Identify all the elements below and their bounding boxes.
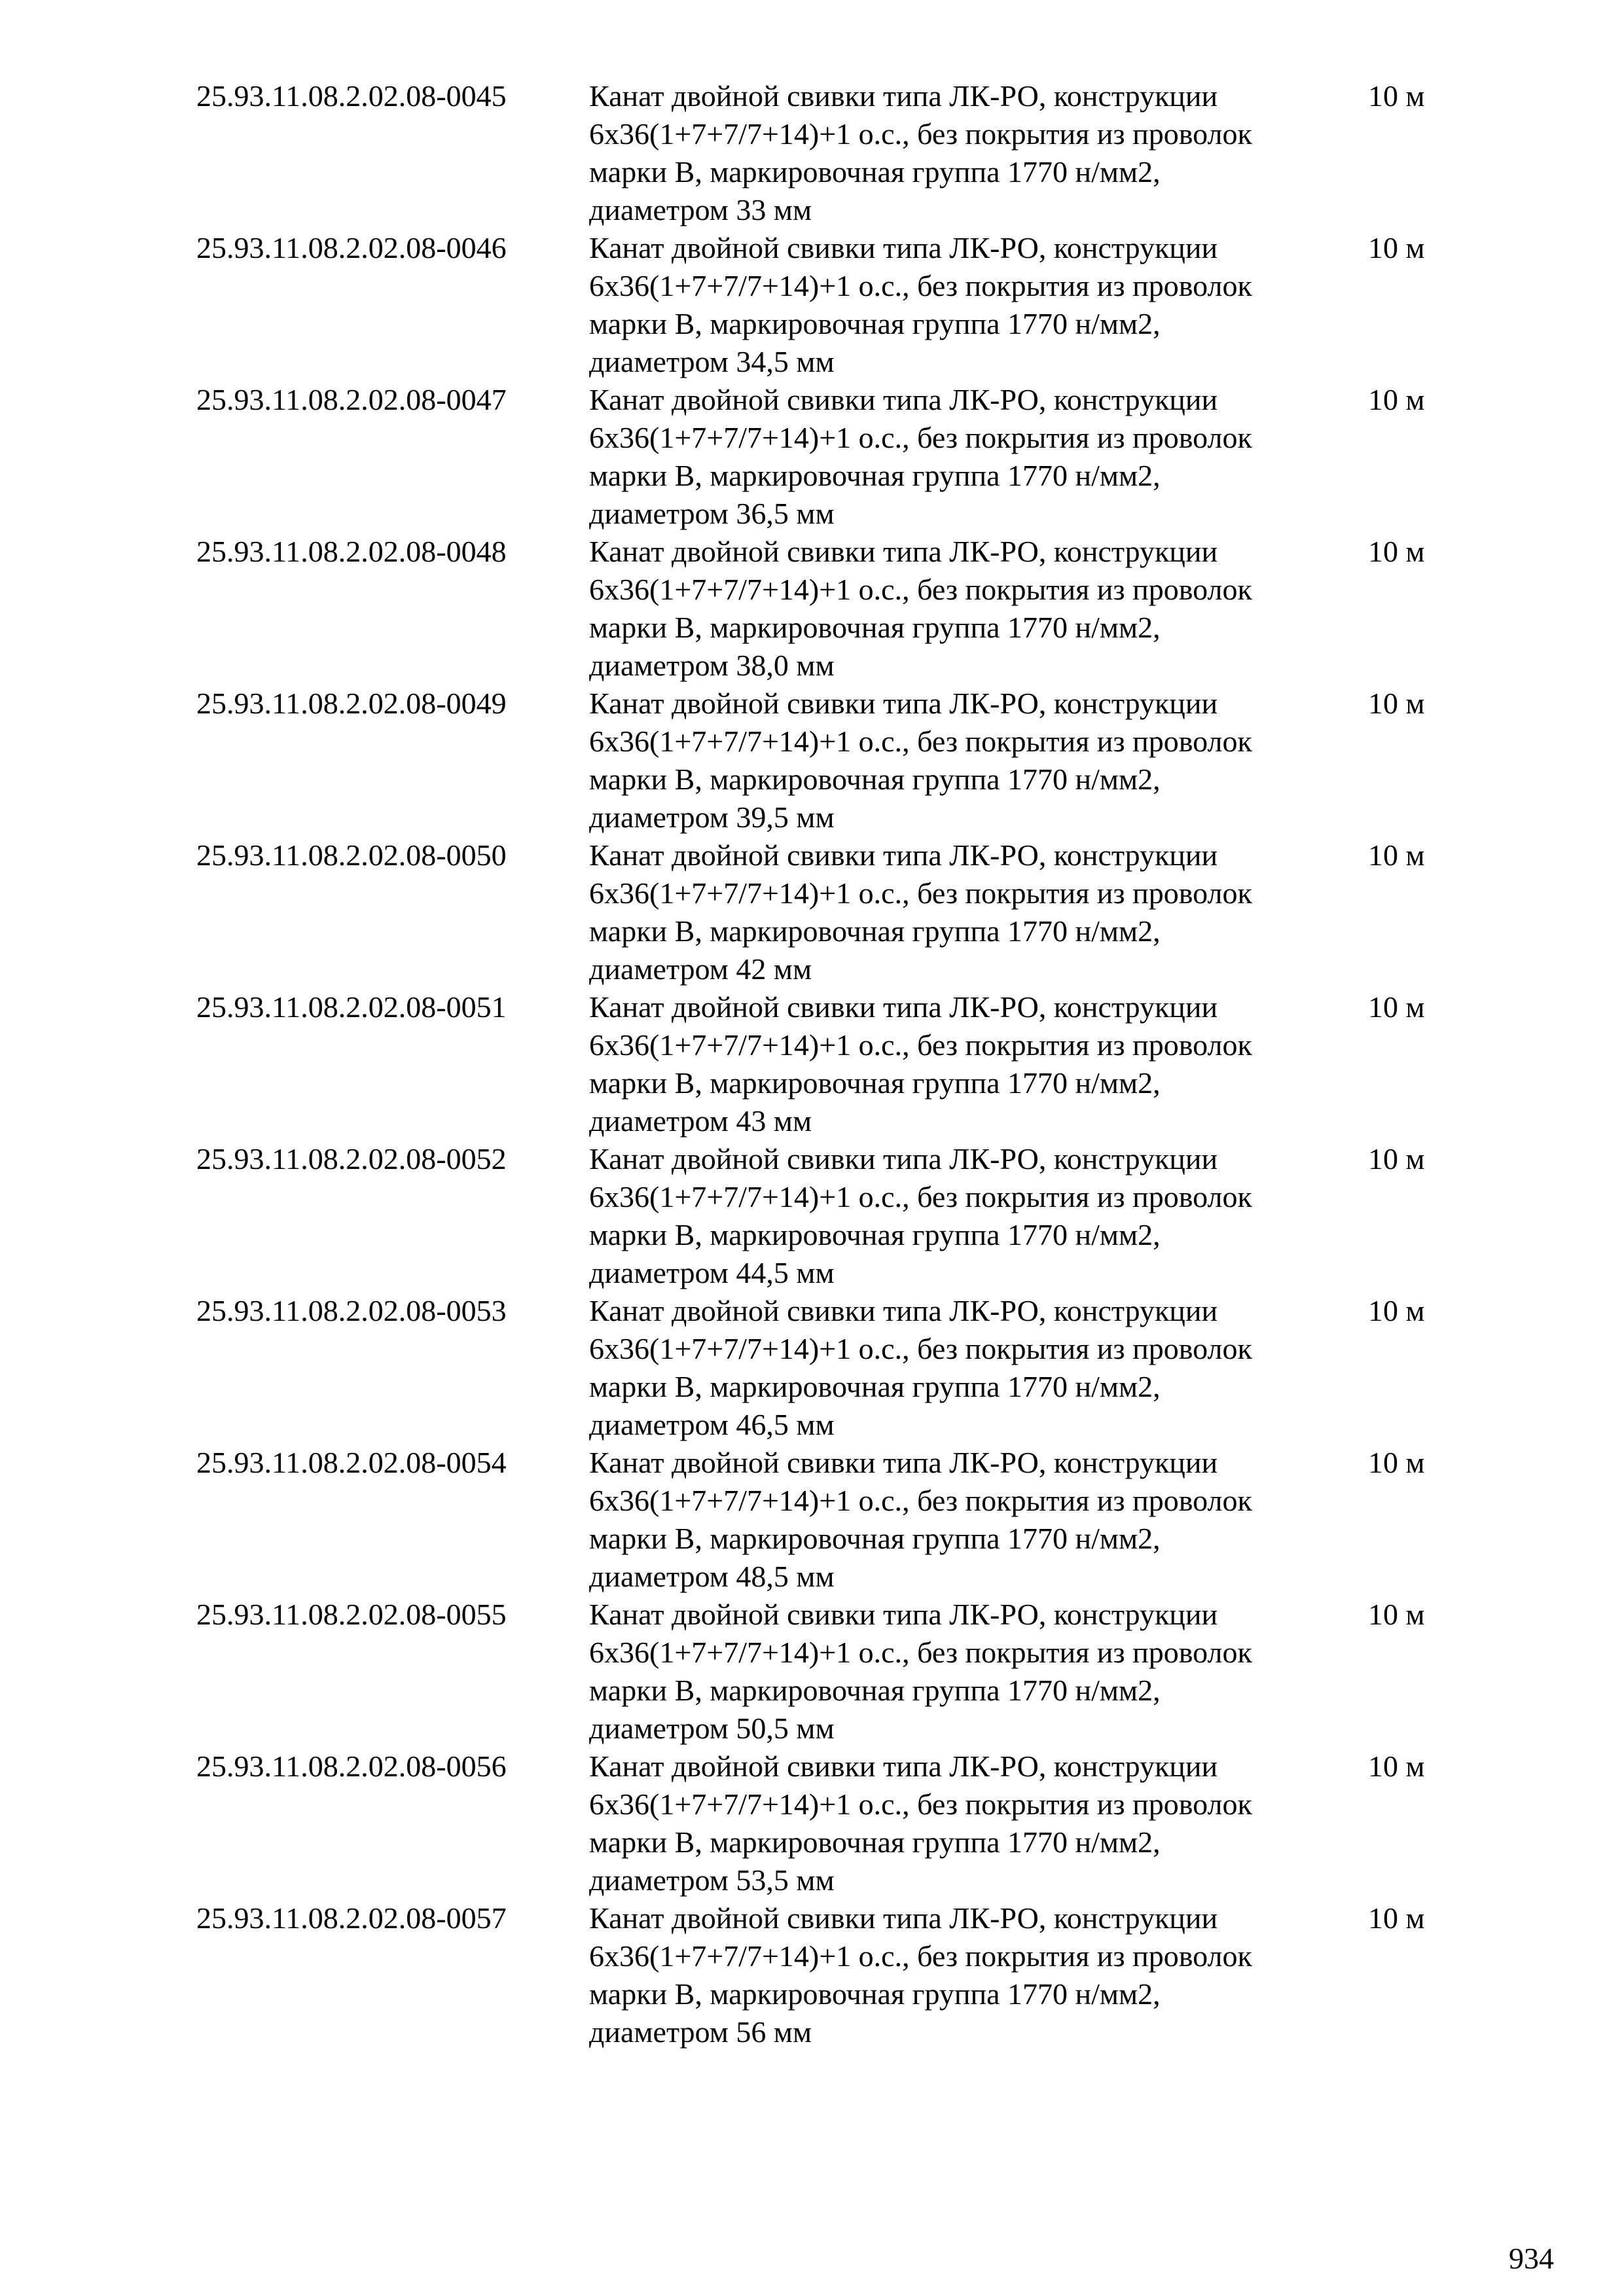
resource-unit: 10 м (1368, 383, 1425, 416)
description-line: Канат двойной свивки типа ЛК-РО, конструкции (589, 1901, 1218, 1935)
resource-unit: 10 м (1368, 231, 1425, 264)
resource-code: 25.93.11.08.2.02.08-0047 (196, 383, 507, 416)
list-item (196, 1748, 1479, 1899)
description-line: 6х36(1+7+7/7+14)+1 о.с., без покрытия из проволок (589, 725, 1252, 758)
resource-unit: 10 м (1368, 838, 1425, 872)
resource-code: 25.93.11.08.2.02.08-0052 (196, 1142, 507, 1175)
resource-unit: 10 м (1368, 1446, 1425, 1479)
description-line: Канат двойной свивки типа ЛК-РО, конструкции (589, 383, 1218, 416)
description-line: 6х36(1+7+7/7+14)+1 о.с., без покрытия из проволок (589, 269, 1252, 302)
list-item (196, 229, 1479, 381)
resource-unit: 10 м (1368, 990, 1425, 1024)
resource-code: 25.93.11.08.2.02.08-0045 (196, 79, 507, 113)
list-item (196, 381, 1479, 533)
description-line: диаметром 42 мм (589, 952, 812, 986)
description-line: марки В, маркировочная группа 1770 н/мм2, (589, 459, 1161, 492)
description-line: диаметром 53,5 мм (589, 1863, 835, 1897)
resource-code: 25.93.11.08.2.02.08-0048 (196, 535, 507, 568)
list-item (196, 988, 1479, 1140)
description-line: Канат двойной свивки типа ЛК-РО, конструкции (589, 1446, 1218, 1479)
description-line: марки В, маркировочная группа 1770 н/мм2, (589, 1825, 1161, 1859)
list-item (196, 1140, 1479, 1292)
resource-list (196, 77, 1479, 2051)
description-line: марки В, маркировочная группа 1770 н/мм2, (589, 762, 1161, 796)
resource-description (589, 381, 1368, 533)
description-line: марки В, маркировочная группа 1770 н/мм2, (589, 155, 1161, 188)
description-line: 6х36(1+7+7/7+14)+1 о.с., без покрытия из проволок (589, 1028, 1252, 1062)
description-line: 6х36(1+7+7/7+14)+1 о.с., без покрытия из проволок (589, 1484, 1252, 1517)
description-line: 6х36(1+7+7/7+14)+1 о.с., без покрытия из проволок (589, 876, 1252, 910)
description-line: диаметром 36,5 мм (589, 497, 835, 530)
description-line: марки В, маркировочная группа 1770 н/мм2, (589, 1674, 1161, 1707)
resource-description (589, 1292, 1368, 1444)
description-line: диаметром 50,5 мм (589, 1712, 835, 1745)
description-line: 6х36(1+7+7/7+14)+1 о.с., без покрытия из проволок (589, 421, 1252, 454)
resource-description (589, 533, 1368, 685)
description-line: 6х36(1+7+7/7+14)+1 о.с., без покрытия из проволок (589, 117, 1252, 151)
list-item (196, 77, 1479, 229)
description-line: Канат двойной свивки типа ЛК-РО, конструкции (589, 838, 1218, 872)
description-line: марки В, маркировочная группа 1770 н/мм2, (589, 1066, 1161, 1100)
description-line: 6х36(1+7+7/7+14)+1 о.с., без покрытия из проволок (589, 1636, 1252, 1669)
resource-code: 25.93.11.08.2.02.08-0055 (196, 1598, 507, 1631)
resource-code: 25.93.11.08.2.02.08-0056 (196, 1749, 507, 1783)
resource-code: 25.93.11.08.2.02.08-0046 (196, 231, 507, 264)
resource-unit: 10 м (1368, 1901, 1425, 1935)
description-line: диаметром 46,5 мм (589, 1408, 835, 1441)
description-line: Канат двойной свивки типа ЛК-РО, конструкции (589, 687, 1218, 720)
list-item (196, 1899, 1479, 2051)
description-line: 6х36(1+7+7/7+14)+1 о.с., без покрытия из проволок (589, 573, 1252, 606)
page-number: 934 (1509, 2242, 1554, 2275)
resource-description (589, 1140, 1368, 1292)
list-item (196, 1596, 1479, 1748)
resource-unit: 10 м (1368, 535, 1425, 568)
description-line: Канат двойной свивки типа ЛК-РО, конструкции (589, 1749, 1218, 1783)
description-line: Канат двойной свивки типа ЛК-РО, конструкции (589, 1598, 1218, 1631)
description-line: диаметром 33 мм (589, 193, 812, 226)
resource-description (589, 77, 1368, 229)
description-line: марки В, маркировочная группа 1770 н/мм2, (589, 914, 1161, 948)
resource-description (589, 1748, 1368, 1899)
description-line: диаметром 44,5 мм (589, 1256, 835, 1289)
description-line: марки В, маркировочная группа 1770 н/мм2, (589, 1977, 1161, 2011)
resource-description (589, 988, 1368, 1140)
resource-code: 25.93.11.08.2.02.08-0057 (196, 1901, 507, 1935)
description-line: Канат двойной свивки типа ЛК-РО, конструкции (589, 990, 1218, 1024)
resource-unit: 10 м (1368, 79, 1425, 113)
description-line: 6х36(1+7+7/7+14)+1 о.с., без покрытия из проволок (589, 1787, 1252, 1821)
description-line: диаметром 34,5 мм (589, 345, 835, 378)
resource-description (589, 836, 1368, 988)
list-item (196, 836, 1479, 988)
description-line: диаметром 43 мм (589, 1104, 812, 1138)
description-line: 6х36(1+7+7/7+14)+1 о.с., без покрытия из проволок (589, 1939, 1252, 1973)
list-item (196, 685, 1479, 836)
resource-description (589, 1444, 1368, 1596)
resource-unit: 10 м (1368, 687, 1425, 720)
description-line: марки В, маркировочная группа 1770 н/мм2, (589, 1370, 1161, 1403)
description-line: марки В, маркировочная группа 1770 н/мм2, (589, 1522, 1161, 1555)
resource-unit: 10 м (1368, 1294, 1425, 1327)
resource-description (589, 229, 1368, 381)
resource-code: 25.93.11.08.2.02.08-0049 (196, 687, 507, 720)
resource-code: 25.93.11.08.2.02.08-0053 (196, 1294, 507, 1327)
resource-description (589, 1899, 1368, 2051)
list-item (196, 533, 1479, 685)
description-line: Канат двойной свивки типа ЛК-РО, конструкции (589, 1294, 1218, 1327)
description-line: Канат двойной свивки типа ЛК-РО, конструкции (589, 79, 1218, 113)
resource-unit: 10 м (1368, 1142, 1425, 1175)
description-line: диаметром 56 мм (589, 2015, 812, 2049)
description-line: марки В, маркировочная группа 1770 н/мм2, (589, 611, 1161, 644)
description-line: Канат двойной свивки типа ЛК-РО, конструкции (589, 1142, 1218, 1175)
description-line: марки В, маркировочная группа 1770 н/мм2, (589, 307, 1161, 340)
resource-code: 25.93.11.08.2.02.08-0050 (196, 838, 507, 872)
description-line: диаметром 38,0 мм (589, 649, 835, 682)
description-line: 6х36(1+7+7/7+14)+1 о.с., без покрытия из проволок (589, 1332, 1252, 1365)
resource-unit: 10 м (1368, 1598, 1425, 1631)
resource-code: 25.93.11.08.2.02.08-0054 (196, 1446, 507, 1479)
description-line: Канат двойной свивки типа ЛК-РО, конструкции (589, 231, 1218, 264)
resource-unit: 10 м (1368, 1749, 1425, 1783)
description-line: диаметром 39,5 мм (589, 800, 835, 834)
resource-description (589, 1596, 1368, 1748)
description-line: диаметром 48,5 мм (589, 1560, 835, 1593)
list-item (196, 1444, 1479, 1596)
description-line: марки В, маркировочная группа 1770 н/мм2, (589, 1218, 1161, 1251)
list-item (196, 1292, 1479, 1444)
description-line: 6х36(1+7+7/7+14)+1 о.с., без покрытия из проволок (589, 1180, 1252, 1213)
description-line: Канат двойной свивки типа ЛК-РО, конструкции (589, 535, 1218, 568)
resource-description (589, 685, 1368, 836)
resource-code: 25.93.11.08.2.02.08-0051 (196, 990, 507, 1024)
